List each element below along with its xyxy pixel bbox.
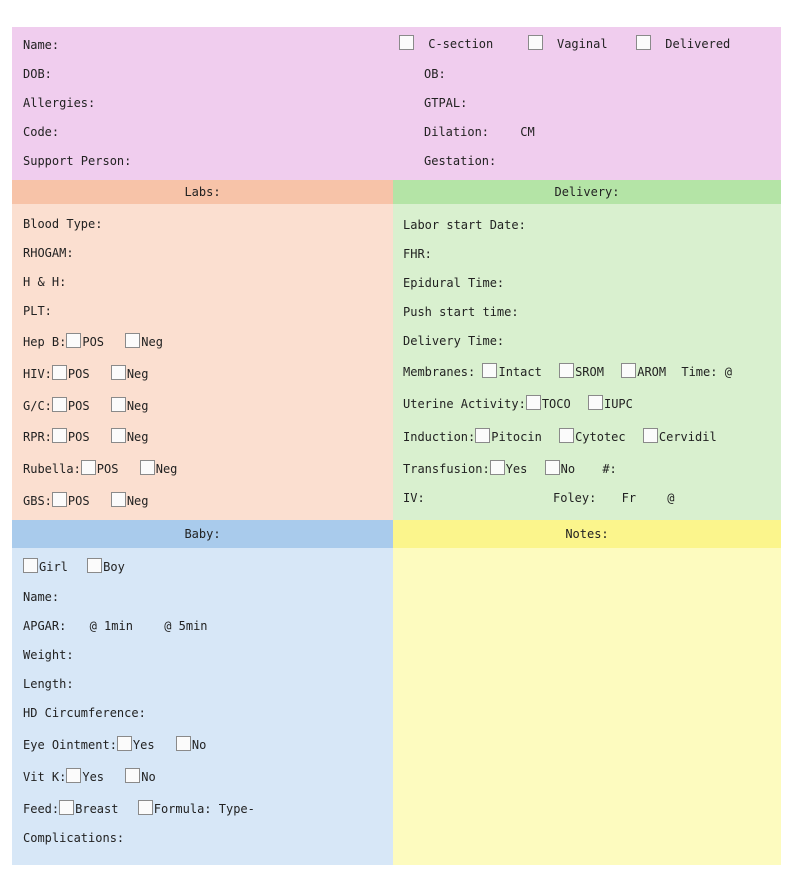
- transfusion-label: Transfusion:: [403, 462, 490, 476]
- srom-checkbox[interactable]: [559, 363, 574, 378]
- induction-option: Pitocin: [491, 430, 542, 444]
- formula-label: Formula: Type-: [153, 802, 255, 816]
- arom-checkbox[interactable]: [621, 363, 636, 378]
- allergies-field: Allergies:: [23, 96, 96, 110]
- iupc-checkbox[interactable]: [588, 395, 603, 410]
- lab-neg-label: Neg: [141, 335, 163, 349]
- lab-row-hiv: [23, 365, 149, 382]
- lab-pos-label: POS: [96, 462, 119, 476]
- gestation-field: Gestation:: [424, 154, 497, 168]
- uterine-activity-row: [403, 395, 633, 412]
- delivery-header: Delivery:: [393, 180, 781, 204]
- labs-section: [12, 180, 393, 520]
- induction-option: Cytotec: [575, 430, 626, 444]
- eye-no-checkbox[interactable]: [176, 736, 191, 751]
- lab-neg-label: Neg: [126, 399, 149, 413]
- notes-section: [393, 520, 781, 865]
- hd-circumference-field: HD Circumference:: [23, 706, 146, 720]
- lab-row-hepb: [23, 333, 163, 350]
- lab-pos-label: POS: [82, 335, 105, 349]
- hiv-neg-checkbox[interactable]: [111, 365, 126, 380]
- lab-neg-label: Neg: [126, 430, 149, 444]
- eye-yes-checkbox[interactable]: [117, 736, 132, 751]
- lab-row-label: GBS:: [23, 494, 52, 508]
- boy-label: Boy: [103, 560, 125, 574]
- dob-field: DOB:: [23, 67, 52, 81]
- lab-row-rubella: [23, 460, 177, 477]
- lab-pos-label: POS: [67, 367, 90, 381]
- vaginal-label: Vaginal: [556, 37, 608, 51]
- gbs-neg-checkbox[interactable]: [111, 492, 126, 507]
- vaginal-checkbox[interactable]: [528, 35, 543, 50]
- foley-label: Foley:: [553, 491, 597, 505]
- intact-checkbox[interactable]: [482, 363, 497, 378]
- vitk-yes-checkbox[interactable]: [66, 768, 81, 783]
- support-person-field: Support Person:: [23, 154, 132, 168]
- length-field: Length:: [23, 677, 74, 691]
- cervidil-checkbox[interactable]: [643, 428, 658, 443]
- lab-row-label: G/C:: [23, 399, 52, 413]
- hh-field: H & H:: [23, 275, 67, 289]
- apgar-1min: @ 1min: [89, 619, 133, 633]
- apgar-label: APGAR:: [23, 619, 67, 633]
- membranes-label: Membranes:: [403, 365, 476, 379]
- notes-area[interactable]: [393, 548, 781, 865]
- hiv-pos-checkbox[interactable]: [52, 365, 67, 380]
- breast-label: Breast: [75, 802, 119, 816]
- sex-row: [23, 558, 125, 575]
- dilation-unit: CM: [520, 125, 535, 139]
- labs-header: Labs:: [12, 180, 393, 204]
- rpr-neg-checkbox[interactable]: [111, 428, 126, 443]
- push-start-field: Push start time:: [403, 305, 519, 319]
- vitk-no-checkbox[interactable]: [125, 768, 140, 783]
- lab-pos-label: POS: [67, 494, 90, 508]
- fhr-field: FHR:: [403, 247, 432, 261]
- lab-row-label: Hep B:: [23, 335, 67, 349]
- transfusion-no-label: No: [560, 462, 576, 476]
- gtpal-field: GTPAL:: [424, 96, 468, 110]
- notes-header: Notes:: [393, 520, 781, 548]
- lab-row-rpr: [23, 428, 149, 445]
- lab-pos-label: POS: [67, 430, 90, 444]
- patient-section: [12, 27, 781, 180]
- uterine-option: IUPC: [603, 397, 633, 411]
- induction-label: Induction:: [403, 430, 476, 444]
- foley-field: [553, 490, 675, 506]
- cytotec-checkbox[interactable]: [559, 428, 574, 443]
- uterine-label: Uterine Activity:: [403, 397, 526, 411]
- feed-row: [23, 800, 255, 817]
- epidural-time-field: Epidural Time:: [403, 276, 505, 290]
- lab-neg-label: Neg: [126, 367, 149, 381]
- complications-field: Complications:: [23, 831, 125, 845]
- rubella-pos-checkbox[interactable]: [81, 460, 96, 475]
- delivery-time-field: Delivery Time:: [403, 334, 505, 348]
- plt-field: PLT:: [23, 304, 52, 318]
- transfusion-row: [403, 460, 617, 477]
- uterine-option: TOCO: [541, 397, 571, 411]
- dilation-field: [424, 124, 535, 140]
- breast-checkbox[interactable]: [59, 800, 74, 815]
- eye-ointment-row: [23, 736, 206, 753]
- eye-ointment-label: Eye Ointment:: [23, 738, 117, 752]
- formula-checkbox[interactable]: [138, 800, 153, 815]
- membranes-option: AROM: [637, 365, 667, 379]
- pitocin-checkbox[interactable]: [475, 428, 490, 443]
- lab-row-label: RPR:: [23, 430, 52, 444]
- lab-pos-label: POS: [67, 399, 90, 413]
- vitk-no-label: No: [141, 770, 156, 784]
- induction-row: [403, 428, 717, 445]
- name-field: Name:: [23, 38, 60, 52]
- csection-checkbox[interactable]: [399, 35, 414, 50]
- lab-row-label: Rubella:: [23, 462, 81, 476]
- eye-no-label: No: [191, 738, 207, 752]
- toco-checkbox[interactable]: [526, 395, 541, 410]
- hepb-pos-checkbox[interactable]: [66, 333, 81, 348]
- boy-checkbox[interactable]: [87, 558, 102, 573]
- gc-neg-checkbox[interactable]: [111, 397, 126, 412]
- ob-field: OB:: [424, 67, 446, 81]
- blood-type-field: Blood Type:: [23, 217, 103, 231]
- weight-field: Weight:: [23, 648, 74, 662]
- iv-field: IV:: [403, 491, 425, 505]
- baby-name-field: Name:: [23, 590, 60, 604]
- gc-pos-checkbox[interactable]: [52, 397, 67, 412]
- rpr-pos-checkbox[interactable]: [52, 428, 67, 443]
- delivery-method-row: [399, 35, 730, 52]
- delivered-label: Delivered: [665, 37, 731, 51]
- labor-start-field: Labor start Date:: [403, 218, 526, 232]
- vitk-yes-label: Yes: [82, 770, 105, 784]
- lab-neg-label: Neg: [126, 494, 149, 508]
- girl-checkbox[interactable]: [23, 558, 38, 573]
- csection-label: C-section: [428, 37, 494, 51]
- apgar-field: [23, 618, 208, 634]
- vit-k-row: [23, 768, 156, 785]
- membranes-time: Time: @: [681, 365, 732, 379]
- rhogam-field: RHOGAM:: [23, 246, 74, 260]
- rubella-neg-checkbox[interactable]: [140, 460, 155, 475]
- foley-fr: Fr: [621, 491, 637, 505]
- delivery-section: [393, 180, 781, 520]
- lab-row-gc: [23, 397, 149, 414]
- delivered-checkbox[interactable]: [636, 35, 651, 50]
- lab-neg-label: Neg: [155, 462, 178, 476]
- transfusion-yes-label: Yes: [505, 462, 528, 476]
- dilation-label: Dilation:: [424, 125, 490, 139]
- vitk-label: Vit K:: [23, 770, 67, 784]
- feed-label: Feed:: [23, 802, 60, 816]
- membranes-option: SROM: [575, 365, 604, 379]
- transfusion-count: #:: [602, 462, 617, 476]
- eye-yes-label: Yes: [132, 738, 155, 752]
- membranes-row: [403, 363, 732, 380]
- transfusion-no-checkbox[interactable]: [545, 460, 560, 475]
- baby-header: Baby:: [12, 520, 393, 548]
- code-field: Code:: [23, 125, 60, 139]
- girl-label: Girl: [39, 560, 68, 574]
- transfusion-yes-checkbox[interactable]: [490, 460, 505, 475]
- gbs-pos-checkbox[interactable]: [52, 492, 67, 507]
- baby-section: [12, 520, 393, 865]
- foley-at: @: [667, 491, 675, 505]
- hepb-neg-checkbox[interactable]: [125, 333, 140, 348]
- lab-row-label: HIV:: [23, 367, 52, 381]
- membranes-option: Intact: [498, 365, 542, 379]
- induction-option: Cervidil: [658, 430, 717, 444]
- apgar-5min: @ 5min: [164, 619, 208, 633]
- lab-row-gbs: [23, 492, 149, 509]
